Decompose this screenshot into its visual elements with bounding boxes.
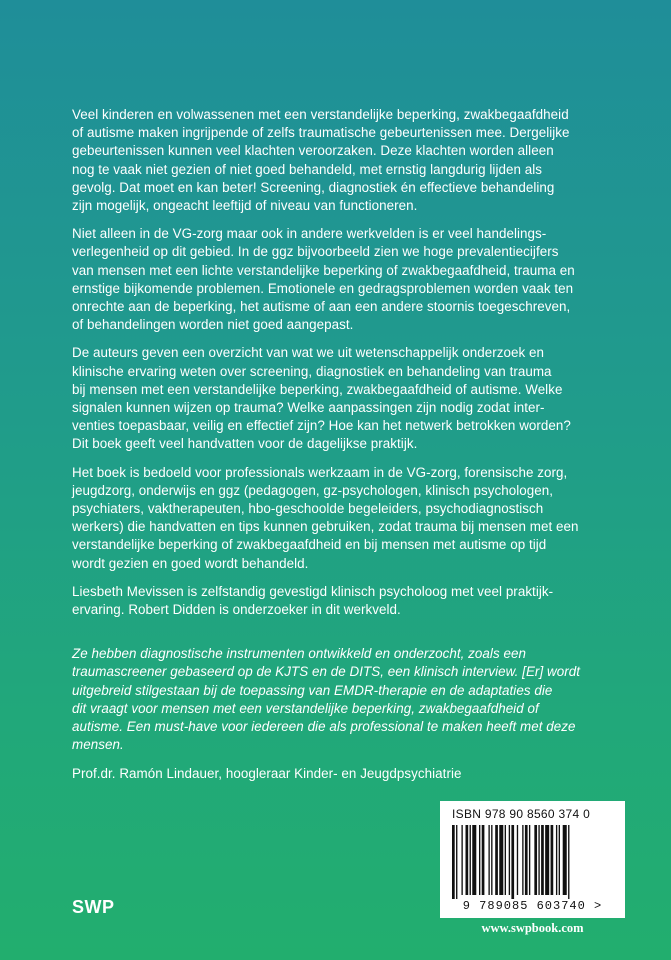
paragraph-intro — [72, 106, 612, 215]
publisher-logo: SWP — [72, 897, 115, 917]
text-line: dit vraagt voor mensen met een verstandelijke beperking, zwakbegaafdheid of — [72, 700, 539, 716]
text-line: ervaring. Robert Didden is onderzoeker in dit werkveld. — [72, 602, 401, 618]
text-line: mensen. — [72, 737, 124, 753]
text-line: Het boek is bedoeld voor professionals werkzaam in de VG-zorg, forensische zorg, — [72, 464, 568, 480]
paragraph-audience — [72, 464, 612, 573]
paragraph-authors — [72, 583, 612, 619]
text-line: Veel kinderen en volwassenen met een verstandelijke beperking, zwakbegaafdheid — [72, 107, 569, 122]
text-line: uitgebreid stilgestaan bij de toepassing van EMDR-therapie en de adaptaties die — [72, 682, 553, 698]
text-line: of behandelingen worden niet goed aangepast. — [72, 317, 354, 333]
barcode-graphic — [448, 825, 618, 899]
text-line: Niet alleen in de VG-zorg maar ook in andere werkvelden is er veel handelings- — [72, 226, 547, 242]
text-line: of autisme maken ingrijpende of zelfs traumatische gebeurtenissen mee. Dergelijke — [72, 125, 570, 141]
text-line: psychiaters, vaktherapeuten, hbo-geschoolde begeleiders, psychodiagnostisch — [72, 501, 544, 517]
text-line: verstandelijke beperking of zwakbegaafdheid en bij mensen met autisme op tijd — [72, 537, 547, 553]
text-line: bij mensen met een verstandelijke beperking, zwakbegaafdheid of autisme. Welke — [72, 381, 563, 397]
text-line: verlegenheid op dit gebied. In de ggz bijvoorbeeld zien we hoge prevalentiecijfers — [72, 244, 559, 260]
text-line: klinische ervaring weten over screening, diagnostiek en behandeling van trauma — [72, 363, 552, 379]
text-line: Liesbeth Mevissen is zelfstandig gevestigd klinisch psycholoog met veel praktijk- — [72, 583, 554, 599]
text-line: van mensen met een lichte verstandelijke beperking of zwakbegaafdheid, trauma en — [72, 262, 575, 278]
text-line: onrechte aan de beperking, het autisme of aan een andere stoornis toegeschreven, — [72, 299, 571, 315]
text-line: ernstige bijkomende problemen. Emotionele en gedragsproblemen worden vaak ten — [72, 280, 574, 296]
publisher-website: www.swpbook.com — [481, 921, 584, 935]
text-line: nog te vaak niet gezien of niet goed behandeld, met ernstig langdurig lijden als — [72, 161, 543, 177]
text-line: venties toepasbaar, veilig en effectief zijn? Hoe kan het netwerk betrokken worden? — [72, 418, 571, 434]
text-line: wordt gezien en goed wordt behandeld. — [72, 555, 309, 571]
back-cover-text — [72, 106, 612, 793]
text-line: De auteurs geven een overzicht van wat we uit wetenschappelijk onderzoek en — [72, 345, 544, 361]
text-line: autisme. Een must-have voor iedereen die als professional te maken heeft met deze — [72, 719, 576, 735]
text-line: jeugdzorg, onderwijs en ggz (pedagogen, gz-psychologen, klinisch psychologen, — [72, 482, 554, 498]
barcode-block — [440, 801, 625, 918]
endorsement-attribution: Prof.dr. Ramón Lindauer, hoogleraar Kinder- en Jeugdpsychiatrie — [72, 765, 462, 781]
paragraph-context — [72, 225, 612, 334]
text-line: werkers) die handvatten en tips kunnen gebruiken, zodat trauma bij mensen met een — [72, 519, 579, 535]
text-line: traumascreener gebaseerd op de KJTS en de DITS, een klinisch interview. [Er] wordt — [72, 664, 580, 680]
paragraph-content — [72, 344, 612, 453]
text-line: zijn mogelijk, ongeacht leeftijd of niveau van functioneren. — [72, 198, 418, 214]
text-line: signalen kunnen wijzen op trauma? Welke aanpassingen zijn nodig zodat inter- — [72, 400, 545, 416]
endorsement-quote — [72, 645, 612, 754]
text-line: gevolg. Dat moet en kan beter! Screening, diagnostiek én effectieve behandeling — [72, 179, 555, 195]
barcode-digits: 9 789085 603740 > — [462, 899, 603, 913]
isbn-label: ISBN 978 90 8560 374 0 — [452, 807, 591, 821]
text-line: Dit boek geeft veel handvatten voor de dagelijkse praktijk. — [72, 436, 418, 452]
text-line: gebeurtenissen kunnen veel klachten veroorzaken. Deze klachten worden alleen — [72, 143, 554, 159]
text-line: Ze hebben diagnostische instrumenten ontwikkeld en onderzocht, zoals een — [72, 646, 526, 662]
